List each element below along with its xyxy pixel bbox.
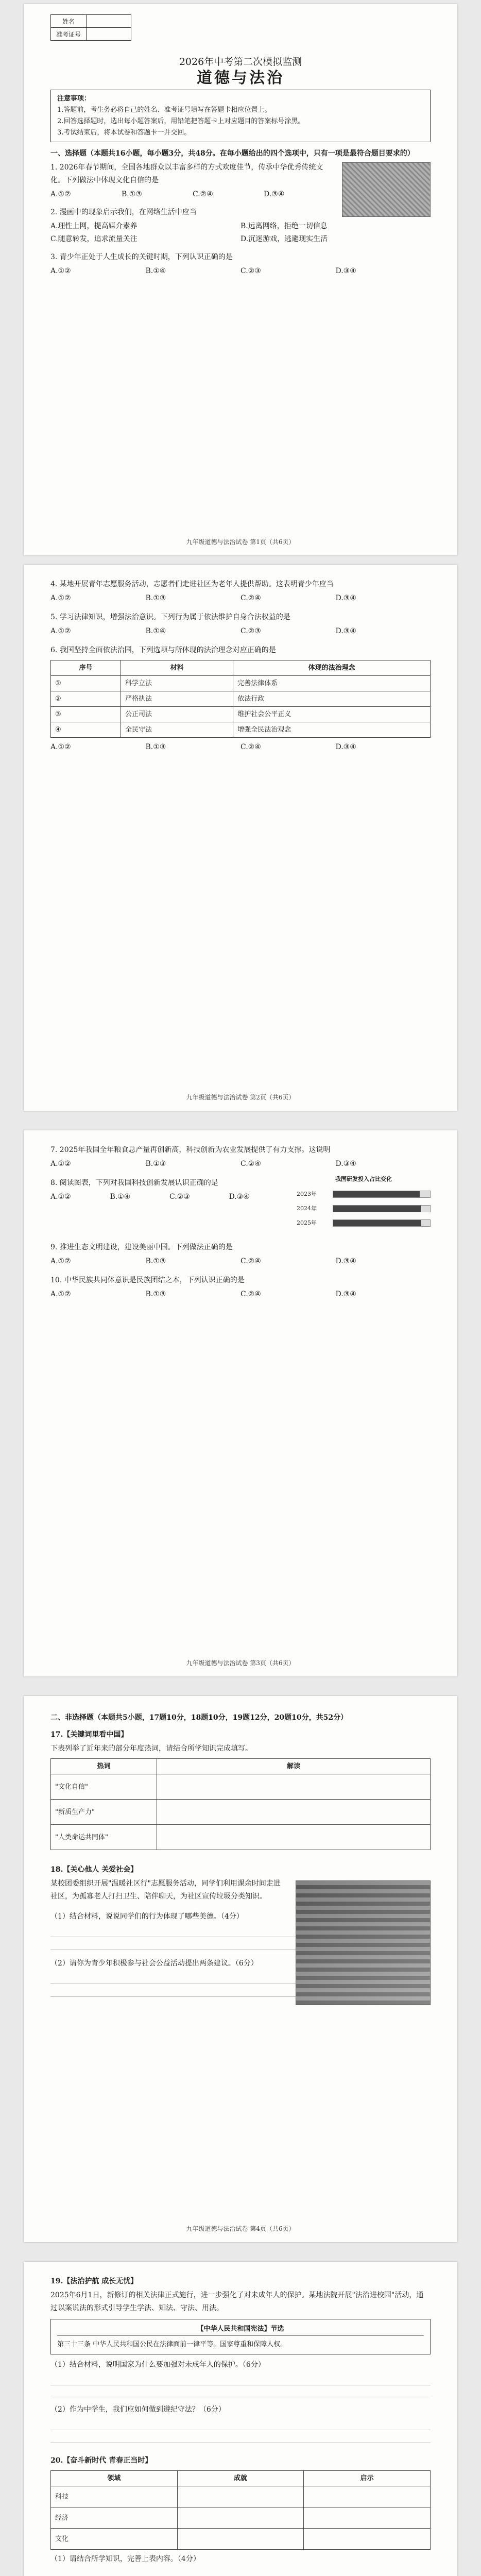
option[interactable]: D.③④	[335, 1257, 356, 1265]
exam-page-2	[24, 565, 457, 1111]
achievement-table	[50, 2470, 431, 2550]
answer-options	[50, 625, 431, 638]
option[interactable]: C.②④	[240, 594, 261, 602]
question-material: 某校团委组织开展"温暖社区行"志愿服务活动，同学们利用课余时间走进社区，为孤寡老人打扫卫生、陪伴聊天，为社区宣传垃圾分类知识。	[50, 1879, 281, 1901]
question-title: 19.【法治护航 成长无忧】	[50, 2277, 138, 2285]
question-ask: （1）结合材料，说明国家为什么要加强对未成年人的保护。（6分）	[50, 2361, 265, 2369]
question-material: 2025年6月1日，新修订的相关法律正式施行，进一步强化了对未成年人的保护。某地法院开展"法治进校园"活动，通过以案说法的形式引导学生学法、知法、守法、用法。	[50, 2291, 424, 2312]
exam-page-3	[24, 1130, 457, 1676]
question-stem: 3. 青少年正处于人生成长的关键时期，下列认识正确的是	[50, 253, 233, 261]
bar-label: 2024年	[297, 1205, 317, 1212]
option[interactable]: B.①③	[145, 1290, 166, 1298]
question-stem: 2. 漫画中的现象启示我们，在网络生活中应当	[50, 208, 197, 216]
table-header: 解读	[157, 1759, 431, 1774]
answer-options	[50, 1255, 431, 1268]
table-row: "新质生产力"	[51, 1800, 431, 1825]
table-row: "人类命运共同体"	[51, 1825, 431, 1850]
option[interactable]: C.②④	[193, 190, 213, 198]
question-table	[50, 660, 431, 738]
bar-fill	[333, 1206, 421, 1212]
table-header: 体现的法治理念	[233, 660, 431, 676]
exam-page-1	[24, 4, 457, 555]
option[interactable]: D.③④	[335, 1290, 356, 1298]
option[interactable]: D.③④	[335, 627, 356, 635]
bar-figure	[297, 1173, 431, 1231]
table-header: 序号	[51, 660, 121, 676]
option[interactable]: A.①②	[50, 1290, 71, 1298]
option[interactable]: D.③④	[264, 190, 285, 198]
answer-options	[50, 592, 431, 605]
option[interactable]: C.②④	[240, 1257, 261, 1265]
page-footer: 九年级道德与法治试卷 第3页（共6页）	[186, 1659, 295, 1667]
option[interactable]: C.②③	[240, 267, 261, 275]
option[interactable]: C.②④	[240, 1290, 261, 1298]
option[interactable]: A.①②	[50, 190, 71, 198]
option[interactable]: B.①③	[122, 190, 142, 198]
option[interactable]: B.①④	[145, 267, 166, 275]
option[interactable]: A.①②	[50, 267, 71, 275]
exam-page-5	[24, 2262, 457, 2576]
law-excerpt-box	[50, 2319, 431, 2354]
answer-options	[50, 1158, 431, 1171]
question-ask: （1）结合材料，说说同学们的行为体现了哪些美德。（4分）	[50, 1912, 244, 1921]
subject-title: 道德与法治	[197, 69, 284, 87]
table-header: 领域	[51, 2471, 178, 2486]
answer-area[interactable]	[50, 2417, 431, 2443]
section-title: 二、非选择题（本题共5小题，17题10分，18题10分，19题12分，20题10分，共52分）	[50, 1714, 348, 1722]
option[interactable]: C.②④	[240, 743, 261, 751]
question-stem: 10. 中华民族共同体意识是民族团结之本，下列认识正确的是	[50, 1276, 245, 1284]
question-desc: 下表列举了近年来的部分年度热词，请结合所学知识完成填写。	[50, 1744, 252, 1753]
keyword-table	[50, 1758, 431, 1850]
bar-label: 2023年	[297, 1191, 317, 1197]
answer-cell[interactable]	[177, 2486, 304, 2507]
option[interactable]: B.①③	[145, 1160, 166, 1168]
exam-number-field[interactable]	[87, 28, 131, 41]
option[interactable]: D.③④	[335, 1160, 356, 1168]
box-title: 【中华人民共和国宪法】节选	[57, 2323, 424, 2336]
answer-options	[50, 265, 431, 278]
page-footer: 九年级道德与法治试卷 第4页（共6页）	[186, 2225, 295, 2232]
option[interactable]: B.①③	[145, 743, 166, 751]
answer-area[interactable]	[50, 2372, 431, 2398]
question-ask: （2）请你为青少年积极参与社会公益活动提出两条建议。（6分）	[50, 1959, 258, 1968]
answer-cell[interactable]	[177, 2529, 304, 2550]
answer-cell[interactable]	[157, 1800, 431, 1825]
question-photo	[342, 162, 431, 217]
table-row: 文化	[51, 2529, 431, 2550]
option[interactable]: C.②④	[240, 1160, 261, 1168]
question-title: 18.【关心他人 关爱社会】	[50, 1866, 138, 1874]
table-row: ② 严格执法 依法行政	[51, 691, 431, 707]
question-ask: （2）作为中学生，我们应如何做到遵纪守法？（6分）	[50, 2405, 226, 2414]
option[interactable]: B.①④	[110, 1193, 131, 1201]
question-stem: 8. 阅读图表，下列对我国科技创新发展认识正确的是	[50, 1179, 218, 1187]
question-stem: 4. 某地开展青年志愿服务活动，志愿者们走进社区为老年人提供帮助。这表明青少年应当	[50, 580, 334, 588]
option[interactable]: D.③④	[335, 743, 356, 751]
question-photo	[296, 1880, 431, 2005]
candidate-info-box	[50, 14, 131, 41]
question-ask: （1）请结合所学知识，完善上表内容。（4分）	[50, 2555, 200, 2563]
option[interactable]: D.③④	[335, 594, 356, 602]
table-row: ③ 公正司法 维护社会公平正义	[51, 707, 431, 722]
option[interactable]: A.①②	[50, 743, 71, 751]
option[interactable]: D.沉迷游戏，逃避现实生活	[240, 235, 328, 243]
question-stem: 7. 2025年我国全年粮食总产量再创新高，科技创新为农业发展提供了有力支撑。这说明	[50, 1146, 331, 1154]
option[interactable]: D.③④	[229, 1193, 250, 1201]
bar-row	[297, 1202, 431, 1215]
answer-options	[50, 220, 431, 246]
answer-cell[interactable]	[304, 2507, 431, 2529]
figure-caption: 我国研发投入占比变化	[335, 1176, 392, 1182]
notice-line: 1.答题前，考生务必将自己的姓名、准考证号填写在答题卡相应位置上。	[57, 106, 271, 114]
bar-label: 2025年	[297, 1219, 317, 1226]
answer-cell[interactable]	[157, 1825, 431, 1850]
option[interactable]: C.②③	[240, 627, 261, 635]
table-header: 成就	[177, 2471, 304, 2486]
bar-fill	[333, 1220, 421, 1226]
table-row: 科技	[51, 2486, 431, 2507]
option[interactable]: C.②③	[169, 1193, 190, 1201]
table-row: ① 科学立法 完善法律体系	[51, 676, 431, 691]
question-stem: 6. 我国坚持全面依法治国，下列选项与所体现的法治理念对应正确的是	[50, 646, 276, 654]
bar-row	[297, 1188, 431, 1200]
option[interactable]: A.理性上网，提高媒介素养	[50, 222, 138, 230]
notice-heading: 注意事项：	[57, 95, 91, 103]
question-title: 20.【奋斗新时代 青春正当时】	[50, 2456, 152, 2465]
option[interactable]: B.①③	[145, 1257, 166, 1265]
answer-options	[50, 1288, 431, 1301]
box-text: 第三十三条 中华人民共和国公民在法律面前一律平等。国家尊重和保障人权。	[57, 2341, 287, 2348]
table-row: "文化自信"	[51, 1774, 431, 1800]
option[interactable]: B.①③	[145, 594, 166, 602]
option[interactable]: A.①②	[50, 594, 71, 602]
answer-options	[50, 741, 431, 754]
table-row: ④ 全民守法 增强全民法治观念	[51, 722, 431, 738]
bar-fill	[333, 1191, 420, 1197]
exam-number-label: 准考证号	[51, 28, 87, 41]
option[interactable]: A.①②	[50, 1160, 71, 1168]
page-footer: 九年级道德与法治试卷 第1页（共6页）	[186, 538, 295, 546]
answer-cell[interactable]	[304, 2486, 431, 2507]
question-title: 17.【关键词里看中国】	[50, 1731, 128, 1739]
table-header: 材料	[121, 660, 233, 676]
notice-line: 3.考试结束后，将本试卷和答题卡一并交回。	[57, 129, 191, 137]
bar-row	[297, 1216, 431, 1229]
answer-options	[50, 1191, 288, 1204]
answer-cell[interactable]	[157, 1774, 431, 1800]
option[interactable]: A.①②	[50, 1193, 71, 1201]
exam-page-4	[24, 1696, 457, 2242]
name-label: 姓名	[51, 15, 87, 28]
notice-line: 2.回答选择题时，选出每小题答案后，用铅笔把答题卡上对应题目的答案标号涂黑。	[57, 117, 305, 125]
option[interactable]: B.①④	[145, 627, 166, 635]
table-header: 热词	[51, 1759, 157, 1774]
option[interactable]: B.远离网络，拒绝一切信息	[240, 222, 328, 230]
table-header: 启示	[304, 2471, 431, 2486]
answer-cell[interactable]	[304, 2529, 431, 2550]
answer-options	[50, 188, 335, 201]
page-footer: 九年级道德与法治试卷 第2页（共6页）	[186, 1094, 295, 1101]
section-title: 一、选择题（本题共16小题，每小题3分，共48分。在每小题给出的四个选项中，只有一项是最符合题目要求的）	[50, 149, 415, 158]
name-field[interactable]	[87, 15, 131, 28]
option[interactable]: A.①②	[50, 1257, 71, 1265]
option[interactable]: D.③④	[335, 267, 356, 275]
answer-cell[interactable]	[177, 2507, 304, 2529]
table-row: 经济	[51, 2507, 431, 2529]
option[interactable]: A.①②	[50, 627, 71, 635]
option[interactable]: C.随意转发，追求流量关注	[50, 235, 138, 243]
question-stem: 9. 推进生态文明建设，建设美丽中国。下列做法正确的是	[50, 1243, 233, 1251]
question-stem: 1. 2026年春节期间，全国各地群众以丰富多样的方式欢度佳节，传承中华优秀传统文化。下列做法中体现文化自信的是	[50, 163, 323, 184]
notice-box	[50, 90, 431, 142]
exam-title: 2026年中考第二次模拟监测	[179, 56, 302, 67]
question-stem: 5. 学习法律知识，增强法治意识。下列行为属于依法维护自身合法权益的是	[50, 613, 290, 621]
